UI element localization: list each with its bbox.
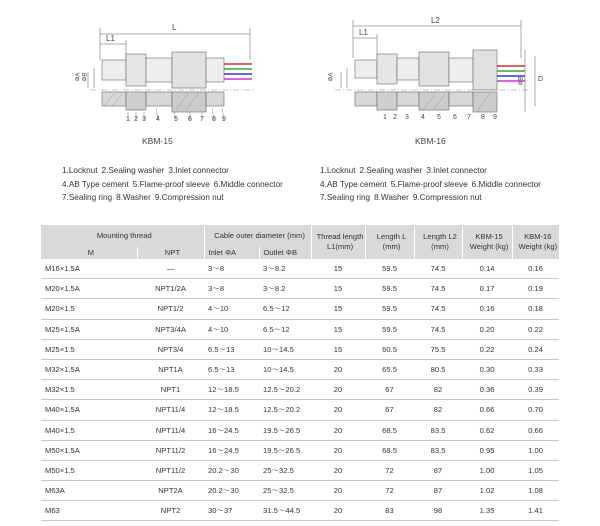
diagram-kbm15 bbox=[75, 20, 260, 150]
cell-kbm15-weight: 0.22 bbox=[462, 339, 512, 359]
cell-length-l: 59.5 bbox=[365, 259, 414, 279]
cell-length-l: 65.5 bbox=[365, 359, 414, 379]
kbm15-dim-phia: ΦA bbox=[75, 72, 82, 82]
cell-npt-thread: NPT11/2 bbox=[137, 460, 204, 480]
legend-row bbox=[320, 164, 545, 178]
cell-thread-length: 15 bbox=[311, 319, 365, 339]
legend-item: 3.Inlet connector bbox=[426, 166, 487, 175]
kbm16-part-7: 7 bbox=[467, 114, 471, 121]
cell-length-l2: 87 bbox=[414, 460, 462, 480]
cell-length-l2: 82 bbox=[414, 380, 462, 400]
cell-length-l: 59.5 bbox=[365, 319, 414, 339]
cell-outlet-diameter: 12.5～20.2 bbox=[259, 400, 311, 420]
legend-item: 7.Sealing ring bbox=[62, 193, 113, 203]
legend-row bbox=[320, 191, 545, 205]
cell-kbm16-weight: 0.70 bbox=[512, 400, 559, 420]
legend-kbm16 bbox=[320, 164, 545, 205]
cell-length-l: 68.5 bbox=[365, 420, 414, 440]
cell-npt-thread: NPT1/2A bbox=[137, 279, 204, 299]
cell-inlet-diameter: 4～10 bbox=[204, 299, 259, 319]
cell-length-l2: 74.5 bbox=[414, 259, 462, 279]
cell-m-thread: M50×1.5A bbox=[41, 440, 137, 460]
cell-inlet-diameter: 6.5～13 bbox=[204, 359, 259, 379]
cell-kbm15-weight: 0.95 bbox=[462, 440, 512, 460]
cell-m-thread: M25×1.5 bbox=[41, 339, 137, 359]
legend-item: 9.Compression nut bbox=[412, 193, 482, 203]
legend-item: 1.Locknut bbox=[320, 166, 356, 175]
cell-length-l2: 98 bbox=[414, 501, 462, 521]
kbm16-dim-l1: L1 bbox=[359, 28, 368, 37]
cell-npt-thread: NPT1 bbox=[137, 380, 204, 400]
table-row bbox=[41, 319, 559, 339]
cell-thread-length: 20 bbox=[311, 440, 365, 460]
cell-thread-length: 20 bbox=[311, 481, 365, 501]
cell-length-l2: 80.5 bbox=[414, 359, 462, 379]
table-row bbox=[41, 420, 559, 440]
cell-npt-thread: NPT1A bbox=[137, 359, 204, 379]
cell-m-thread: M25×1.5A bbox=[41, 319, 137, 339]
cell-outlet-diameter: 10～14.5 bbox=[259, 339, 311, 359]
table-row bbox=[41, 501, 559, 521]
header-length-l: Length L (mm) bbox=[365, 225, 414, 259]
kbm16-dim-l2: L2 bbox=[431, 16, 440, 25]
cell-kbm16-weight: 0.33 bbox=[512, 359, 559, 379]
legend-kbm15 bbox=[62, 164, 287, 205]
cell-thread-length: 20 bbox=[311, 460, 365, 480]
diagram-kbm16 bbox=[325, 16, 550, 150]
cell-kbm16-weight: 0.66 bbox=[512, 420, 559, 440]
legend-row bbox=[62, 191, 287, 205]
kbm16-part-8: 8 bbox=[481, 114, 485, 121]
cell-m-thread: M63A bbox=[41, 481, 137, 501]
cell-length-l2: 83.5 bbox=[414, 420, 462, 440]
cell-thread-length: 15 bbox=[311, 299, 365, 319]
cell-kbm16-weight: 0.16 bbox=[512, 259, 559, 279]
kbm16-dim-phib: ΦB bbox=[518, 76, 525, 86]
legend-item: 2.Sealing washer bbox=[101, 166, 165, 175]
table-row bbox=[41, 380, 559, 400]
cell-kbm15-weight: 0.16 bbox=[462, 299, 512, 319]
kbm15-part-2: 2 bbox=[134, 116, 138, 123]
kbm15-part-8: 8 bbox=[212, 116, 216, 123]
kbm16-part-1: 1 bbox=[383, 114, 387, 121]
header-thread-length: Thread length L1(mm) bbox=[311, 225, 365, 259]
legend-item: 3.Inlet connector bbox=[168, 166, 229, 175]
cell-thread-length: 20 bbox=[311, 501, 365, 521]
cell-kbm15-weight: 0.17 bbox=[462, 279, 512, 299]
cell-inlet-diameter: 4～10 bbox=[204, 319, 259, 339]
cell-kbm15-weight: 0.62 bbox=[462, 420, 512, 440]
legend-item: 4.AB Type cement bbox=[320, 179, 387, 189]
table-row bbox=[41, 400, 559, 420]
table-row bbox=[41, 481, 559, 501]
legend-item: 2.Sealing washer bbox=[359, 166, 423, 175]
cell-kbm16-weight: 0.24 bbox=[512, 339, 559, 359]
cell-outlet-diameter: 12.5～20.2 bbox=[259, 380, 311, 400]
cell-thread-length: 15 bbox=[311, 339, 365, 359]
spec-table bbox=[41, 225, 559, 521]
cell-length-l2: 83.5 bbox=[414, 440, 462, 460]
cell-m-thread: M40×1.5 bbox=[41, 420, 137, 440]
cell-length-l: 68.5 bbox=[365, 440, 414, 460]
kbm15-dim-l: L bbox=[172, 23, 177, 32]
legend-row bbox=[320, 178, 545, 192]
cell-length-l2: 75.5 bbox=[414, 339, 462, 359]
cell-kbm15-weight: 0.36 bbox=[462, 380, 512, 400]
kbm15-caption: KBM-15 bbox=[142, 136, 173, 146]
kbm15-part-7: 7 bbox=[200, 116, 204, 123]
cell-kbm16-weight: 0.19 bbox=[512, 279, 559, 299]
header-length-l2: Length L2 (mm) bbox=[414, 225, 462, 259]
cell-inlet-diameter: 3～8 bbox=[204, 259, 259, 279]
cell-npt-thread: NPT2 bbox=[137, 501, 204, 521]
cell-inlet-diameter: 20.2～30 bbox=[204, 481, 259, 501]
cell-length-l: 59.5 bbox=[365, 299, 414, 319]
subheader-inlet: Inlet ΦA bbox=[204, 247, 259, 259]
cell-inlet-diameter: 3～8 bbox=[204, 279, 259, 299]
legend-item: 7.Sealing ring bbox=[320, 193, 371, 203]
cell-length-l: 67 bbox=[365, 400, 414, 420]
cell-npt-thread: NPT11/4 bbox=[137, 400, 204, 420]
cell-length-l2: 74.5 bbox=[414, 319, 462, 339]
legend-item: 5.Flame-proof sleeve bbox=[390, 179, 468, 189]
cell-length-l: 72 bbox=[365, 481, 414, 501]
kbm15-part-9: 9 bbox=[222, 116, 226, 123]
cell-kbm16-weight: 0.39 bbox=[512, 380, 559, 400]
cell-inlet-diameter: 30～37 bbox=[204, 501, 259, 521]
kbm16-caption: KBM-16 bbox=[415, 136, 446, 146]
legend-row bbox=[62, 164, 287, 178]
cell-length-l: 60.5 bbox=[365, 339, 414, 359]
kbm15-part-3: 3 bbox=[142, 116, 146, 123]
cell-kbm16-weight: 1.41 bbox=[512, 501, 559, 521]
table-row bbox=[41, 259, 559, 279]
cell-m-thread: M16×1.5A bbox=[41, 259, 137, 279]
legend-item: 8.Washer bbox=[374, 193, 409, 203]
cell-length-l2: 82 bbox=[414, 400, 462, 420]
cell-length-l: 67 bbox=[365, 380, 414, 400]
legend-item: 5.Flame-proof sleeve bbox=[132, 179, 210, 189]
kbm15-part-5: 5 bbox=[174, 116, 178, 123]
table-row bbox=[41, 279, 559, 299]
cell-kbm16-weight: 1.08 bbox=[512, 481, 559, 501]
cell-m-thread: M63 bbox=[41, 501, 137, 521]
kbm16-dim-d: D bbox=[538, 76, 544, 83]
kbm16-part-6: 6 bbox=[453, 114, 457, 121]
cell-kbm15-weight: 0.30 bbox=[462, 359, 512, 379]
cell-length-l2: 74.5 bbox=[414, 299, 462, 319]
header-cable-outer-diameter: Cable outer diameter (mm) bbox=[204, 225, 311, 247]
cell-thread-length: 20 bbox=[311, 420, 365, 440]
cell-m-thread: M32×1.5 bbox=[41, 380, 137, 400]
cell-inlet-diameter: 16～24.5 bbox=[204, 420, 259, 440]
kbm15-dim-l1: L1 bbox=[106, 34, 115, 43]
cell-length-l2: 87 bbox=[414, 481, 462, 501]
legend-item: 8.Washer bbox=[116, 193, 151, 203]
cell-npt-thread: NPT3/4A bbox=[137, 319, 204, 339]
header-kbm16-weight: KBM-16 Weight (kg) bbox=[512, 225, 559, 259]
cell-npt-thread: NPT11/2 bbox=[137, 440, 204, 460]
cell-outlet-diameter: 6.5～12 bbox=[259, 319, 311, 339]
cell-outlet-diameter: 19.5～26.5 bbox=[259, 440, 311, 460]
cell-thread-length: 20 bbox=[311, 400, 365, 420]
kbm16-part-9: 9 bbox=[493, 114, 497, 121]
cell-thread-length: 20 bbox=[311, 359, 365, 379]
cell-kbm16-weight: 1.05 bbox=[512, 460, 559, 480]
legend-item: 1.Locknut bbox=[62, 166, 98, 175]
kbm15-part-6: 6 bbox=[188, 116, 192, 123]
legend-row bbox=[62, 178, 287, 192]
cell-kbm15-weight: 0.20 bbox=[462, 319, 512, 339]
kbm15-part-1: 1 bbox=[126, 116, 130, 123]
table-row bbox=[41, 359, 559, 379]
cell-outlet-diameter: 6.5～12 bbox=[259, 299, 311, 319]
kbm16-part-2: 2 bbox=[393, 114, 397, 121]
cell-kbm15-weight: 0.14 bbox=[462, 259, 512, 279]
kbm16-part-4: 4 bbox=[421, 114, 425, 121]
cell-npt-thread: — bbox=[137, 259, 204, 279]
cell-kbm15-weight: 1.00 bbox=[462, 460, 512, 480]
cell-outlet-diameter: 3～8.2 bbox=[259, 279, 311, 299]
legend-item: 6.Middle connector bbox=[471, 179, 541, 189]
table-row bbox=[41, 440, 559, 460]
cell-inlet-diameter: 16～24.5 bbox=[204, 440, 259, 460]
cell-npt-thread: NPT11/4 bbox=[137, 420, 204, 440]
cell-outlet-diameter: 19.5～26.5 bbox=[259, 420, 311, 440]
cell-outlet-diameter: 10～14.5 bbox=[259, 359, 311, 379]
cell-length-l: 72 bbox=[365, 460, 414, 480]
subheader-npt: NPT bbox=[137, 247, 204, 259]
cell-length-l: 83 bbox=[365, 501, 414, 521]
cell-thread-length: 15 bbox=[311, 259, 365, 279]
cell-thread-length: 15 bbox=[311, 279, 365, 299]
cell-kbm15-weight: 1.35 bbox=[462, 501, 512, 521]
cell-m-thread: M40×1.5A bbox=[41, 400, 137, 420]
kbm16-part-3: 3 bbox=[405, 114, 409, 121]
cell-inlet-diameter: 20.2～30 bbox=[204, 460, 259, 480]
kbm15-dim-phib: ΦB bbox=[82, 72, 89, 82]
legend-item: 6.Middle connector bbox=[213, 179, 283, 189]
cell-npt-thread: NPT3/4 bbox=[137, 339, 204, 359]
cell-outlet-diameter: 25～32.5 bbox=[259, 460, 311, 480]
table-row bbox=[41, 339, 559, 359]
subheader-outlet: Outlet ΦB bbox=[259, 247, 311, 259]
cell-kbm16-weight: 0.22 bbox=[512, 319, 559, 339]
table-row bbox=[41, 299, 559, 319]
cell-thread-length: 20 bbox=[311, 380, 365, 400]
cell-m-thread: M50×1.5 bbox=[41, 460, 137, 480]
cell-kbm15-weight: 0.66 bbox=[462, 400, 512, 420]
cell-length-l2: 74.5 bbox=[414, 279, 462, 299]
kbm16-part-5: 5 bbox=[437, 114, 441, 121]
kbm16-dim-phia: ΦA bbox=[328, 72, 335, 82]
cell-kbm16-weight: 1.00 bbox=[512, 440, 559, 460]
table-row bbox=[41, 460, 559, 480]
cell-length-l: 59.5 bbox=[365, 279, 414, 299]
header-mounting-thread: Mounting thread bbox=[41, 225, 204, 247]
kbm15-part-4: 4 bbox=[156, 116, 160, 123]
cell-npt-thread: NPT2A bbox=[137, 481, 204, 501]
cell-kbm16-weight: 0.18 bbox=[512, 299, 559, 319]
cell-outlet-diameter: 31.5～44.5 bbox=[259, 501, 311, 521]
cell-kbm15-weight: 1.02 bbox=[462, 481, 512, 501]
cell-inlet-diameter: 6.5～13 bbox=[204, 339, 259, 359]
legend-item: 9.Compression nut bbox=[154, 193, 224, 203]
cell-m-thread: M32×1.5A bbox=[41, 359, 137, 379]
table-body bbox=[41, 259, 559, 521]
cell-inlet-diameter: 12～18.5 bbox=[204, 400, 259, 420]
table-header-row bbox=[41, 225, 559, 247]
cell-m-thread: M20×1.5 bbox=[41, 299, 137, 319]
cell-outlet-diameter: 25～32.5 bbox=[259, 481, 311, 501]
cell-outlet-diameter: 3～8.2 bbox=[259, 259, 311, 279]
header-kbm15-weight: KBM-15 Weight (kg) bbox=[462, 225, 512, 259]
cell-m-thread: M20×1.5A bbox=[41, 279, 137, 299]
legend-item: 4.AB Type cement bbox=[62, 179, 129, 189]
cell-inlet-diameter: 12～18.5 bbox=[204, 380, 259, 400]
cell-npt-thread: NPT1/2 bbox=[137, 299, 204, 319]
subheader-m: M bbox=[41, 247, 137, 259]
